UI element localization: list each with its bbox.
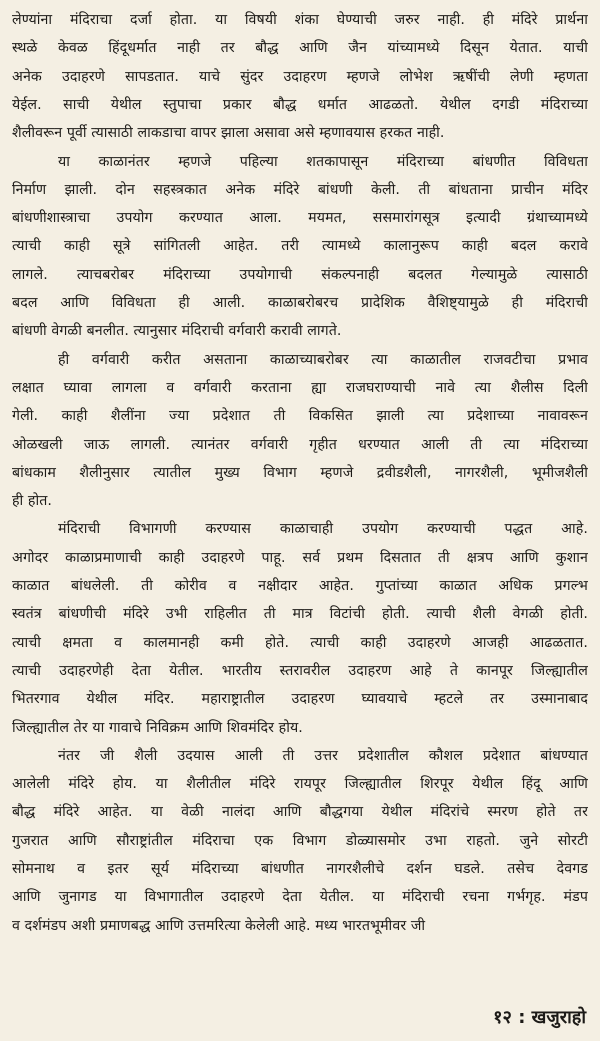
text-line: काळात बांधलेली. ती कोरीव व नक्षीदार आहेत. गुप्तांच्या काळात अधिक प्रगल्भ bbox=[12, 578, 588, 594]
text-line: भितरगाव येथील मंदिर. महाराष्ट्रातील उदाहरण घ्यावयाचे म्हटले तर उस्मानाबाद bbox=[12, 691, 588, 708]
text-line: शैलीवरून पूर्वी त्यासाठी लाकडाचा वापर झाला असावा असे म्हणावयास हरकत नाही. bbox=[12, 125, 445, 142]
text-line: त्याची काही सूत्रे सांगितली आहेत. तरी त्यामध्ये कालानुरूप काही बदल करावे bbox=[12, 238, 588, 255]
text-line: स्थळे केवळ हिंदूधर्मात नाही तर बौद्ध आणि जैन यांच्यामध्ये दिसून येतात. याची bbox=[12, 40, 588, 57]
text-line: जिल्ह्यातील तेर या गावाचे निविक्रम आणि शिवमंदिर होय. bbox=[12, 719, 303, 736]
text-line: बदल आणि विविधता ही आली. काळाबरोबरच प्रादेशिक वैशिष्ट्यामुळे ही मंदिराची bbox=[12, 295, 588, 311]
text-line: बांधकाम शैलीनुसार त्यातील मुख्य विभाग म्हणजे द्रवीडशैली, नागरशैली, भूमीजशैली bbox=[12, 464, 588, 481]
text-line: आणि जुनागड या विभागातील उदाहरणे देता येतील. या मंदिराची रचना गर्भगृह. मंडप bbox=[12, 889, 588, 906]
text-line: या काळानंतर म्हणजे पहिल्या शतकापासून मंदिराच्या बांधणीत विविधता bbox=[58, 153, 588, 170]
text-line: बांधणी वेगळी बनलीत. त्यानुसार मंदिराची वर्गवारी करावी लागते. bbox=[12, 323, 342, 340]
text-line: लक्षात घ्यावा लागला व वर्गवारी करताना ह्या राजघराण्याची नावे त्या शैलीस दिली bbox=[12, 379, 588, 396]
text-line: गुजरात आणि सौराष्ट्रांतील मंदिराचा एक विभाग डोळ्यासमोर उभा राहतो. जुने सोरटी bbox=[12, 832, 588, 849]
text-line: स्वतंत्र बांधणीची मंदिरे उभी राहिलीत ती मात्र विटांची होती. त्याची शैली वेगळी होती. bbox=[12, 606, 588, 623]
text-line: त्याची क्षमता व कालमानही कमी होते. त्याची काही उदाहरणे आजही आढळतात. bbox=[12, 634, 588, 651]
footer-separator: : bbox=[518, 1007, 526, 1028]
text-line: अनेक उदाहरणे सापडतात. याचे सुंदर उदाहरण म्हणजे लोभेश ऋषींची लेणी म्हणता bbox=[12, 68, 588, 85]
text-line: बांधणीशास्त्राचा उपयोग करण्यात आला. मयमत, ससमारांगसूत्र इत्यादी ग्रंथाच्यामध्ये bbox=[12, 210, 588, 227]
text-line: लेण्यांना मंदिराचा दर्जा होता. या विषयी शंका घेण्याची जरुर नाही. ही मंदिरे प्रार्थना bbox=[12, 12, 588, 28]
text-line: सोमनाथ व इतर सूर्य मंदिराच्या बांधणीत नागरशैलीचे दर्शन घडले. तसेच देवगड bbox=[12, 861, 588, 877]
text-line: ही होत. bbox=[12, 493, 53, 510]
text-line: अगोदर काळाप्रमाणाची काही उदाहरणे पाहू. सर्व प्रथम दिसतात ती क्षत्रप आणि कुशान bbox=[12, 549, 588, 566]
text-line: बौद्ध मंदिरे आहेत. या वेळी नालंदा आणि बौद्धगया येथील मंदिरांचे स्मरण होते तर bbox=[12, 804, 588, 821]
text-line: व दर्शमंडप अशी प्रमाणबद्ध आणि उत्तमरित्या केलेली आहे. मध्य भारतभूमीवर जी bbox=[12, 917, 426, 934]
text-line: मंदिराची विभागणी करण्यास काळाचाही उपयोग करण्याची पद्धत आहे. bbox=[58, 521, 588, 538]
page-number: १२ bbox=[493, 1007, 512, 1028]
text-line: ही वर्गवारी करीत असताना काळाच्याबरोबर त्या काळातील राजवटीचा प्रभाव bbox=[58, 351, 588, 368]
text-line: आलेली मंदिरे होय. या शैलीतील मंदिरे रायपूर जिल्ह्यातील शिरपूर येथील हिंदू आणि bbox=[12, 776, 588, 793]
text-line: गेली. काही शैलींना ज्या प्रदेशात ती विकसित झाली त्या प्रदेशाच्या नावावरून bbox=[12, 408, 588, 425]
text-line: लागले. त्याचबरोबर मंदिराच्या उपयोगाची संकल्पनाही बदलत गेल्यामुळे त्यासाठी bbox=[12, 266, 588, 283]
text-line: येईल. साची येथील स्तुपाचा प्रकार बौद्ध धर्मात आढळतो. येथील दगडी मंदिराच्या bbox=[12, 96, 588, 113]
text-line: त्याची उदाहरणेही देता येतील. भारतीय स्तरावरील उदाहरण आहे ते कानपूर जिल्ह्यातील bbox=[12, 662, 588, 679]
text-line: ओळखली जाऊ लागली. त्यानंतर वर्गवारी गृहीत धरण्यात आली ती त्या मंदिराच्या bbox=[12, 436, 588, 453]
text-line: नंतर जी शैली उदयास आली ती उत्तर प्रदेशातील कौशल प्रदेशात बांधण्यात bbox=[58, 747, 588, 764]
page-footer bbox=[493, 1005, 586, 1029]
text-line: निर्माण झाली. दोन सहस्त्रकात अनेक मंदिरे बांधणी केली. ती बांधताना प्राचीन मंदिर bbox=[12, 181, 588, 198]
book-title: खजुराहो bbox=[531, 1007, 586, 1028]
